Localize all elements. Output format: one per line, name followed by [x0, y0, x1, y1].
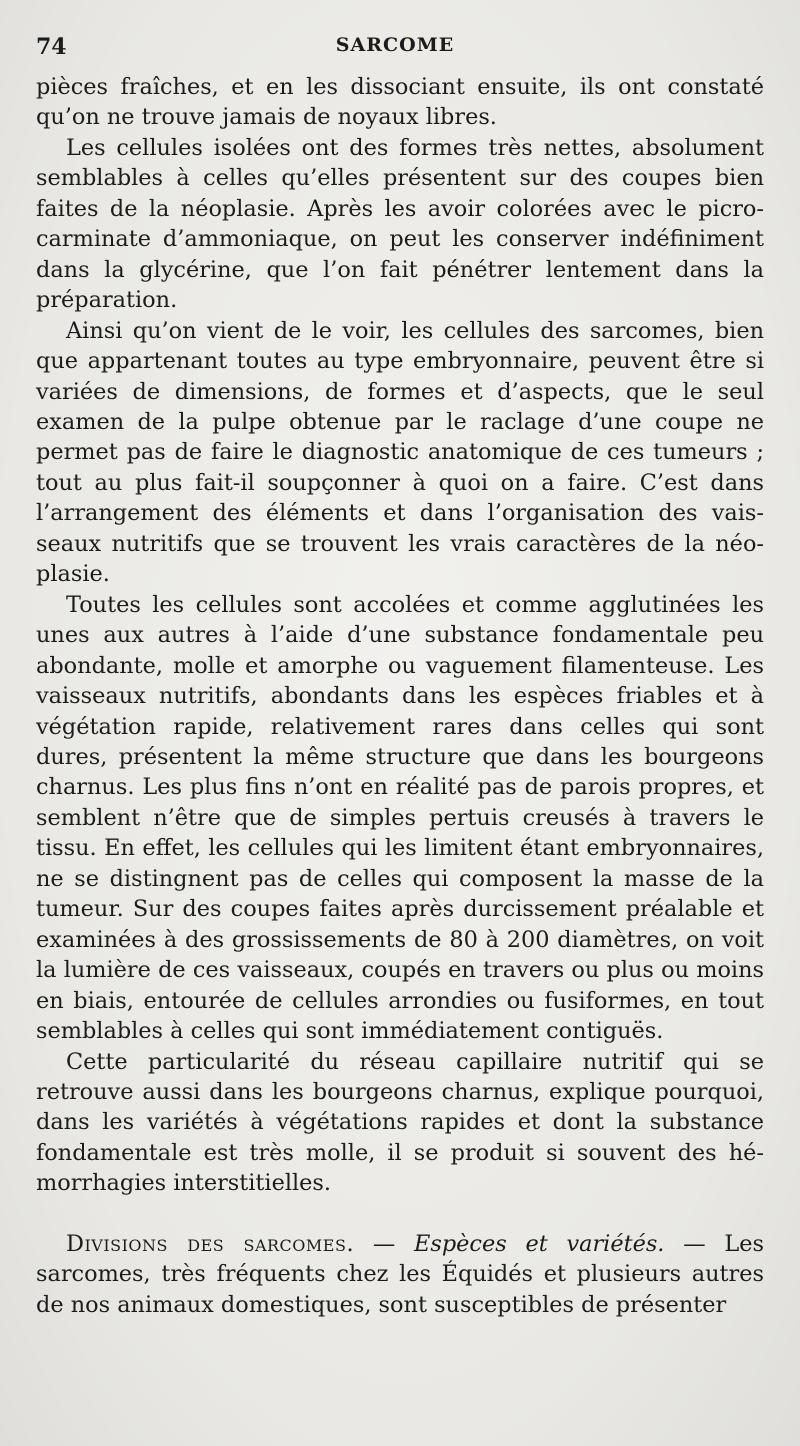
- paragraph-vessels: Toutes les cellules sont accolées et comme agglutinées les unes aux autres à l’aide d’une substance fondamentale peu abondante, molle et amorphe ou vaguement filamenteuse. Les vaisseaux nutritifs, abondants dans les espèces friables et à végétation rapide, relativement rares dans celles qui sont dures, présentent la même structure que dans les bourgeons charnus. Les plus fins n’ont en réalité pas de parois propres, et semblent n’être que de simples pertuis creusés à travers le tissu. En effet, les cellules qui les limitent étant embryonnaires, ne se distingnent pas de celles qui composent la masse de la tumeur. Sur des coupes faites après durcissement préalable et examinées à des grossissements de 80 à 200 diamètres, on voit la lumière de ces vaisseaux, coupés en travers ou plus ou moins en biais, entourée de cellules arrondies ou fusiformes, en tout semblables à celles qui sont immédiatement contiguës.: [36, 591, 764, 1045]
- page-number: 74: [36, 34, 67, 60]
- page-header: [36, 34, 754, 64]
- section-subheading: Espèces et variétés.: [413, 1230, 665, 1257]
- section-dash-2: —: [664, 1230, 725, 1257]
- section-dash-1: —: [354, 1230, 414, 1257]
- paragraph-continued: pièces fraîches, et en les dissociant ensuite, ils ont constaté qu’on ne trouve jamais de noyaux libres.: [36, 74, 764, 131]
- body-text: [36, 72, 764, 1320]
- section-divisions: [36, 1229, 764, 1320]
- paragraph-isolated-cells: Les cellules isolées ont des formes très nettes, absolument semblables à celles qu’elles présentent sur des coupes bien faites de la néoplasie. Après les avoir colorées avec le picrocarminate d’ammoniaque, on peut les conserver indéfiniment dans la glycérine, que l’on fait pénétrer lentement dans la préparation.: [36, 134, 764, 314]
- section-text: Les sarcomes, très fréquents chez les Équidés et plusieurs autres de nos animaux domestiques, sont susceptibles de présenter: [36, 1230, 764, 1318]
- paragraph-cell-variety: Ainsi qu’on vient de le voir, les cellules des sarcomes, bien que appartenant toutes au type embryonnaire, peuvent être si variées de dimensions, de formes et d’aspects, que le seul examen de la pulpe obtenue par le raclage d’une coupe ne permet pas de faire le diagnostic anatomique de ces tumeurs ; tout au plus fait-il soupçonner à quoi on a faire. C’est dans l’arrangement des éléments et dans l’organisation des vaisseaux nutritifs que se trouvent les vrais caractères de la néoplasie.: [36, 317, 764, 588]
- section-heading: Divisions des sarcomes.: [66, 1230, 355, 1257]
- paragraph-capillary-network: Cette particularité du réseau capillaire nutritif qui se retrouve aussi dans les bourgeons charnus, explique pourquoi, dans les variétés à végétations rapides et dont la substance fondamentale est très molle, il se produit si souvent des hémorrhagies interstitielles.: [36, 1048, 764, 1197]
- running-head: SARCOME: [335, 34, 455, 56]
